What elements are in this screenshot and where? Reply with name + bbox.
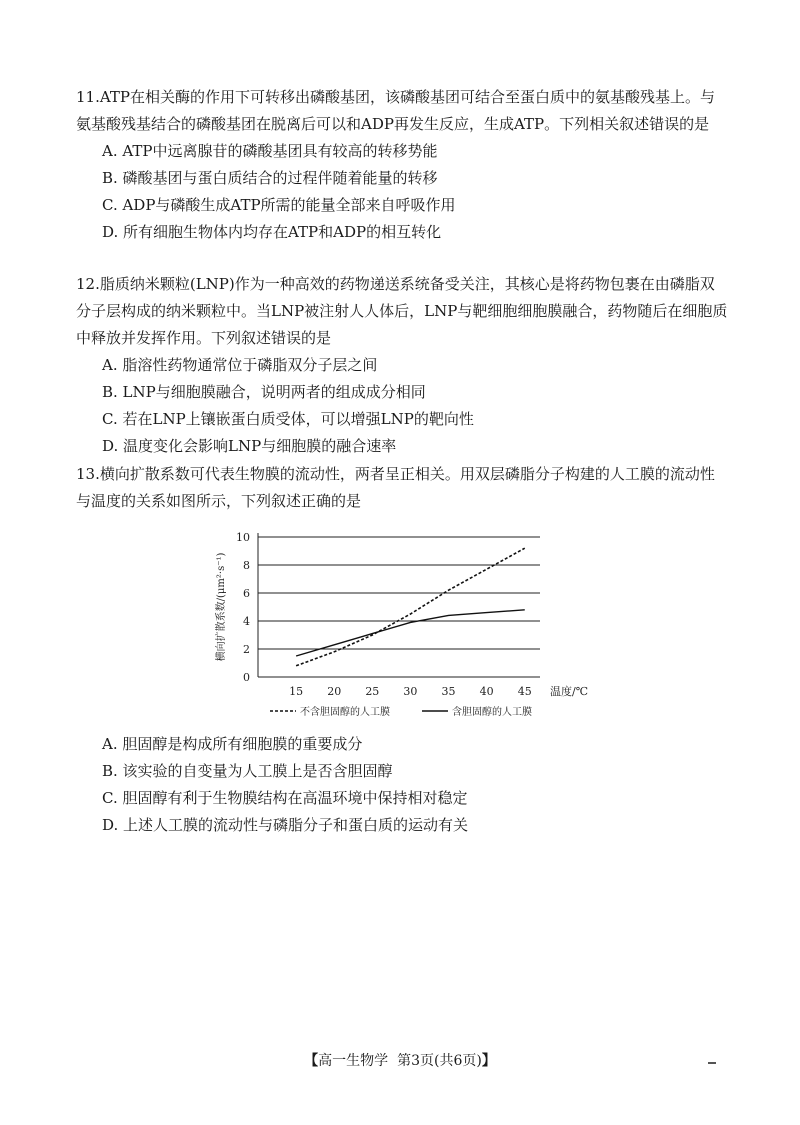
x-tick-label: 15 [289, 685, 304, 698]
y-tick-label: 6 [243, 587, 250, 600]
question-12-text: 脂质纳米颗粒(LNP)作为一种高效的药物递送系统备受关注，其核心是将药物包裹在由磷脂双分子层构成的纳米颗粒中。当LNP被注射人人体后，LNP与靶细胞细胞膜融合，药物随后在细胞质中释放并发挥作用。下列叙述错误的是 [76, 275, 728, 347]
option-c: C. 胆固醇有利于生物膜结构在高温环境中保持相对稳定 [102, 789, 468, 807]
question-11 [76, 84, 728, 246]
x-axis-label: 温度/℃ [550, 685, 589, 698]
option-b: B. LNP与细胞膜融合，说明两者的组成成分相同 [102, 383, 426, 401]
footer-subject: 高一生物学 [318, 1053, 389, 1069]
option-a: A. 胆固醇是构成所有细胞膜的重要成分 [102, 735, 363, 753]
option-c: C. 若在LNP上镶嵌蛋白质受体，可以增强LNP的靶向性 [102, 410, 474, 428]
question-11-text: ATP在相关酶的作用下可转移出磷酸基团，该磷酸基团可结合至蛋白质中的氨基酸残基上。与氨基酸残基结合的磷酸基团在脱离后可以和ADP再发生反应，生成ATP。下列相关叙述错误的是 [76, 88, 715, 133]
y-axis-label: 横向扩散系数/(μm²·s⁻¹) [216, 552, 227, 662]
x-tick-label: 40 [479, 685, 494, 698]
corner-mark [708, 1062, 716, 1064]
question-11-stem [76, 84, 728, 138]
option-b: B. 该实验的自变量为人工膜上是否含胆固醇 [102, 762, 393, 780]
question-12-number: 12. [76, 275, 100, 293]
option-b: B. 磷酸基团与蛋白质结合的过程伴随着能量的转移 [102, 169, 438, 187]
y-tick-label: 2 [243, 643, 250, 656]
x-tick-label: 45 [517, 685, 532, 698]
x-tick-label: 20 [327, 685, 342, 698]
option-d: D. 温度变化会影响LNP与细胞膜的融合速率 [102, 437, 397, 455]
page-footer [0, 1050, 800, 1070]
question-13-text: 横向扩散系数可代表生物膜的流动性，两者呈正相关。用双层磷脂分子构建的人工膜的流动性与温度的关系如图所示，下列叙述正确的是 [76, 465, 715, 510]
footer-page: 第3页(共6页) [397, 1053, 482, 1069]
y-tick-label: 0 [243, 671, 250, 684]
legend-label: 含胆固醇的人工膜 [452, 707, 532, 718]
y-tick-label: 10 [236, 531, 250, 544]
footer-bracket-right: 】 [481, 1053, 496, 1069]
question-12 [76, 271, 728, 460]
x-tick-label: 25 [365, 685, 380, 698]
y-tick-label: 8 [243, 559, 250, 572]
question-11-number: 11. [76, 88, 100, 106]
chart-svg [210, 515, 589, 730]
y-tick-label: 4 [243, 615, 250, 628]
x-tick-label: 30 [403, 685, 418, 698]
option-a: A. 脂溶性药物通常位于磷脂双分子层之间 [102, 356, 378, 374]
chart-series [296, 548, 525, 666]
option-c: C. ADP与磷酸生成ATP所需的能量全部来自呼吸作用 [102, 196, 456, 214]
footer-bracket-left: 【 [304, 1053, 319, 1069]
legend-label: 不含胆固醇的人工膜 [300, 707, 390, 718]
option-d: D. 所有细胞生物体内均存在ATP和ADP的相互转化 [102, 223, 442, 241]
option-a: A. ATP中远离腺苷的磷酸基团具有较高的转移势能 [102, 142, 438, 160]
x-tick-label: 35 [441, 685, 456, 698]
question-13-number: 13. [76, 465, 100, 483]
diffusion-chart [210, 515, 589, 730]
question-12-stem [76, 271, 728, 352]
chart-grid [258, 537, 540, 677]
series-line-1 [296, 548, 525, 666]
question-13-stem [76, 461, 728, 515]
option-d: D. 上述人工膜的流动性与磷脂分子和蛋白质的运动有关 [102, 816, 469, 834]
